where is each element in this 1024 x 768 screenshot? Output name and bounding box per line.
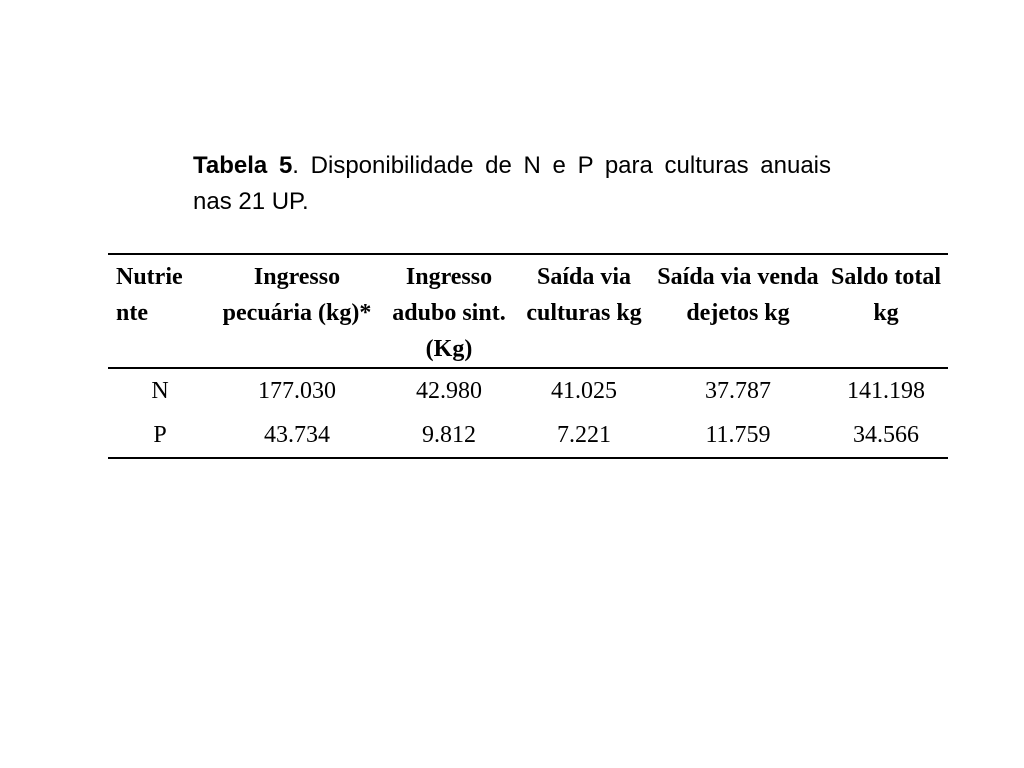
- header-ingresso-pecuaria: Ingresso pecuária (kg)*: [222, 264, 372, 326]
- header-saida-culturas: Saída via culturas kg: [526, 264, 642, 326]
- table-caption: [193, 148, 831, 220]
- cell-ingresso-pecuaria: 43.734: [264, 422, 330, 448]
- header-nutriente: Nutrie nte: [116, 264, 183, 326]
- cell-saldo-total: 34.566: [853, 422, 919, 448]
- cell-saida-dejetos: 11.759: [705, 422, 771, 448]
- cell-saida-culturas: 41.025: [551, 378, 617, 404]
- header-ingresso-adubo: Ingresso adubo sint. (Kg): [392, 264, 506, 362]
- header-saldo-total: Saldo total kg: [830, 264, 941, 326]
- cell-saida-dejetos: 37.787: [705, 378, 771, 404]
- cell-ingresso-adubo: 42.980: [416, 378, 482, 404]
- table-row: [108, 413, 948, 458]
- cell-ingresso-adubo: 9.812: [422, 422, 476, 448]
- header-row: [108, 254, 948, 368]
- caption-label: Tabela 5: [193, 152, 293, 179]
- cell-saldo-total: 141.198: [847, 378, 925, 404]
- cell-ingresso-pecuaria: 177.030: [258, 378, 336, 404]
- cell-saida-culturas: 7.221: [557, 422, 611, 448]
- cell-nutrient: P: [153, 422, 167, 448]
- table-row: [108, 368, 948, 413]
- nutrient-table: [108, 253, 948, 459]
- caption-text: . Disponibilidade de N e P para culturas anuais nas 21 UP.: [193, 152, 832, 215]
- cell-nutrient: N: [151, 378, 169, 404]
- header-saida-dejetos: Saída via venda dejetos kg: [657, 264, 819, 326]
